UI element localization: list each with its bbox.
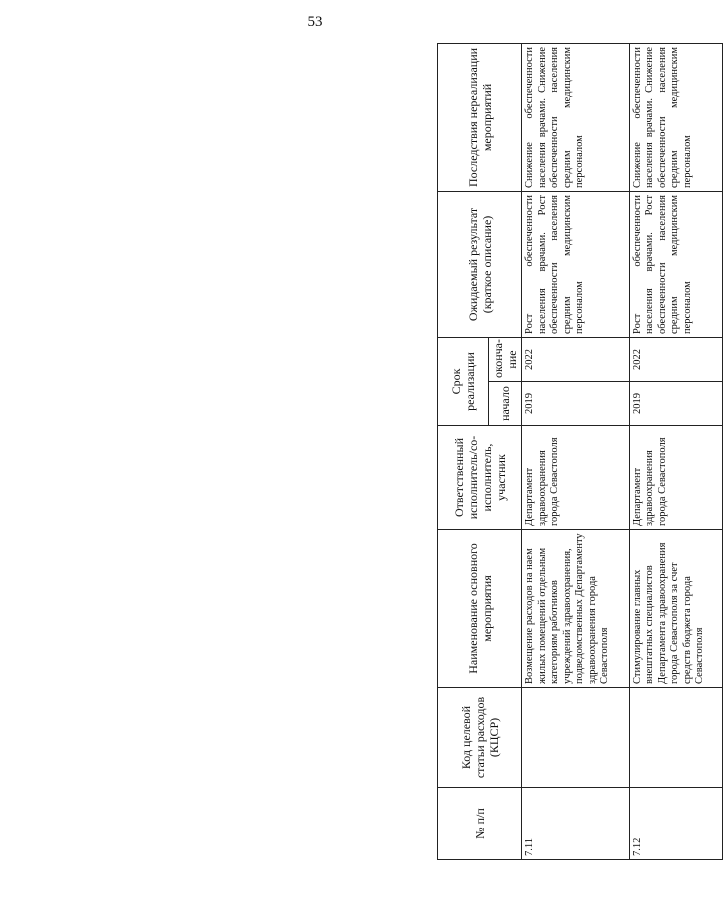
header-start: начало xyxy=(489,382,522,426)
cell-consequences: Снижение обеспеченности населения врачами. Снижение обеспеченности населения средним медицинским персоналом xyxy=(522,43,630,191)
header-row xyxy=(438,43,489,859)
header-num: № п/п xyxy=(438,788,522,860)
cell-name: Стимулирование главных внештатных специалистов Департамента здравоохранения города Севастополя за счет средств бюджета города Севастополя xyxy=(629,530,722,688)
cell-name: Возмещение расходов на наем жилых помещений отдельным категориям работников учреждений здравоохранения, подведомственных Департаменту здравоохранения города Севастополя xyxy=(522,530,630,688)
cell-result: Рост обеспеченности населения врачами. Рост обеспеченности населения средним медицинским персоналом xyxy=(522,191,630,337)
table-row xyxy=(522,43,630,859)
cell-end: 2022 xyxy=(522,337,630,381)
cell-code xyxy=(629,688,722,788)
cell-executor: Департамент здравоохранения города Севастополя xyxy=(629,426,722,530)
header-consequences: Последствия нереализации мероприятий xyxy=(438,43,522,191)
cell-start: 2019 xyxy=(629,382,722,426)
page-number: 53 xyxy=(307,14,323,30)
cell-executor: Департамент здравоохранения города Севастополя xyxy=(522,426,630,530)
header-code: Код целевой статьи расходов (КЦСР) xyxy=(438,688,522,788)
header-executor: Ответственный исполнитель/со-исполнитель, участник xyxy=(438,426,522,530)
cell-code xyxy=(522,688,630,788)
header-period: Срок реализации xyxy=(438,337,489,425)
rotated-table-container xyxy=(437,44,723,860)
measures-table xyxy=(437,43,723,860)
header-result: Ожидаемый результат (краткое описание) xyxy=(438,191,522,337)
cell-result: Рост обеспеченности населения врачами. Рост обеспеченности населения средним медицинским персоналом xyxy=(629,191,722,337)
cell-start: 2019 xyxy=(522,382,630,426)
table-row xyxy=(629,43,722,859)
cell-end: 2022 xyxy=(629,337,722,381)
header-end: оконча-ние xyxy=(489,337,522,381)
cell-num: 7.11 xyxy=(522,788,630,860)
cell-num: 7.12 xyxy=(629,788,722,860)
header-name: Наименование основного мероприятия xyxy=(438,530,522,688)
cell-consequences: Снижение обеспеченности населения врачами. Снижение обеспеченности населения средним медицинским персоналом xyxy=(629,43,722,191)
